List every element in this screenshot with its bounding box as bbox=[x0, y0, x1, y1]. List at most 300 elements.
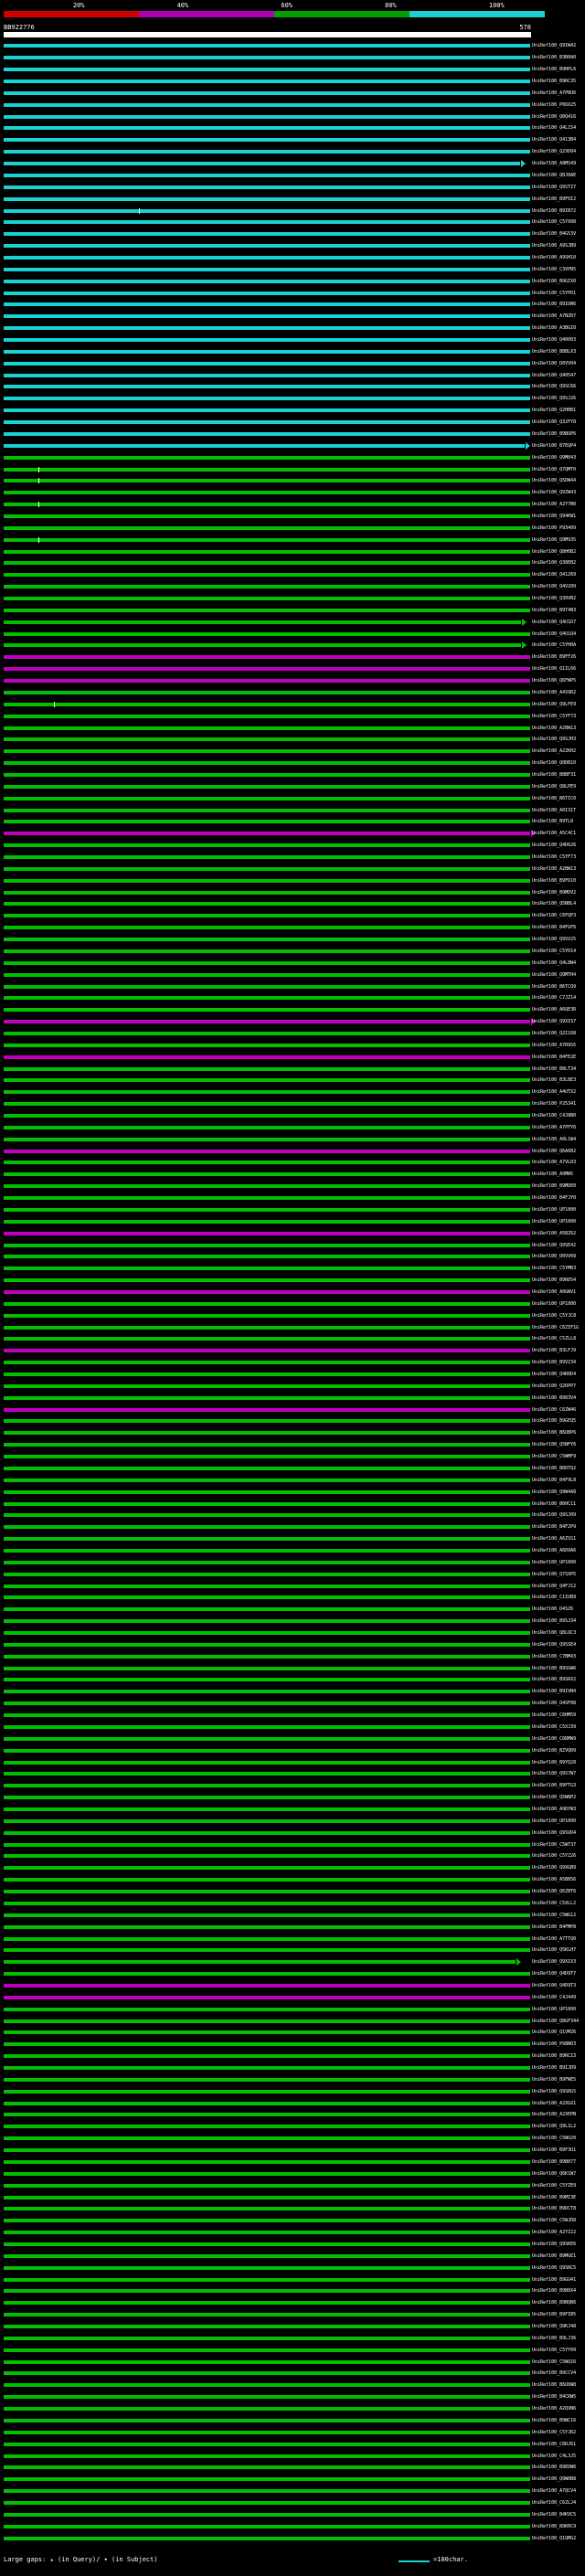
alignment-row[interactable] bbox=[4, 1145, 581, 1157]
alignment-bar[interactable] bbox=[4, 1796, 530, 1799]
alignment-bar[interactable] bbox=[4, 2465, 530, 2469]
alignment-bar[interactable] bbox=[4, 2337, 530, 2340]
alignment-row[interactable] bbox=[4, 1380, 581, 1392]
alignment-row[interactable] bbox=[4, 1193, 581, 1204]
alignment-bar[interactable] bbox=[4, 938, 530, 941]
hit-id-label[interactable]: UniRef100_B8LT34 bbox=[532, 1065, 577, 1072]
alignment-row[interactable] bbox=[4, 2532, 581, 2544]
hit-id-label[interactable]: UniRef100_C5WG12 bbox=[532, 1912, 577, 1918]
alignment-bar[interactable] bbox=[4, 1655, 530, 1659]
alignment-bar[interactable] bbox=[4, 150, 530, 154]
hit-id-label[interactable]: UniRef100_B8BF31 bbox=[532, 771, 577, 778]
hit-id-label[interactable]: UniRef100_Q9XGB9 bbox=[532, 1865, 577, 1871]
alignment-bar[interactable] bbox=[4, 2419, 530, 2422]
alignment-bar[interactable] bbox=[4, 514, 530, 518]
hit-id-label[interactable]: UniRef100_O4SF08 bbox=[532, 1701, 577, 1707]
hit-id-label[interactable]: UniRef100_P25341 bbox=[532, 1101, 577, 1108]
alignment-row[interactable] bbox=[4, 99, 581, 111]
hit-id-label[interactable]: UniRef100_A6ZSS1 bbox=[532, 1536, 577, 1542]
alignment-row[interactable] bbox=[4, 357, 581, 369]
alignment-bar[interactable] bbox=[4, 80, 530, 83]
alignment-bar[interactable] bbox=[4, 491, 530, 494]
alignment-bar[interactable] bbox=[4, 1337, 530, 1341]
alignment-row[interactable] bbox=[4, 1157, 581, 1169]
alignment-row[interactable] bbox=[4, 2368, 581, 2380]
hit-id-label[interactable]: UniRef100_A2ZKH2 bbox=[532, 748, 577, 755]
alignment-row[interactable] bbox=[4, 2156, 581, 2168]
alignment-bar[interactable] bbox=[4, 1573, 530, 1576]
alignment-bar[interactable] bbox=[4, 2030, 530, 2034]
alignment-bar[interactable] bbox=[4, 1408, 530, 1412]
alignment-bar[interactable] bbox=[4, 232, 530, 236]
alignment-bar[interactable] bbox=[4, 2066, 530, 2070]
alignment-bar[interactable] bbox=[4, 609, 530, 612]
alignment-bar[interactable] bbox=[4, 2078, 530, 2082]
alignment-bar[interactable] bbox=[4, 1960, 516, 1964]
alignment-bar[interactable] bbox=[4, 1913, 530, 1917]
alignment-row[interactable] bbox=[4, 1556, 581, 1568]
alignment-row[interactable] bbox=[4, 2356, 581, 2368]
hit-id-label[interactable]: UniRef100_B9LJ36 bbox=[532, 2335, 577, 2341]
alignment-row[interactable] bbox=[4, 205, 581, 217]
alignment-row[interactable] bbox=[4, 1051, 581, 1063]
alignment-bar[interactable] bbox=[4, 1278, 530, 1282]
alignment-bar[interactable] bbox=[4, 1678, 530, 1681]
alignment-row[interactable] bbox=[4, 1897, 581, 1909]
alignment-row[interactable] bbox=[4, 1533, 581, 1545]
alignment-bar[interactable] bbox=[4, 280, 530, 283]
hit-id-label[interactable]: UniRef100_A7VLR3 bbox=[532, 1160, 577, 1166]
alignment-row[interactable] bbox=[4, 2262, 581, 2274]
alignment-bar[interactable] bbox=[4, 526, 530, 530]
alignment-bar[interactable] bbox=[4, 2148, 530, 2152]
hit-id-label[interactable]: UniRef100_A2Y7N0 bbox=[532, 502, 577, 508]
alignment-bar[interactable] bbox=[4, 2266, 530, 2270]
alignment-row[interactable] bbox=[4, 1463, 581, 1475]
alignment-bar[interactable] bbox=[4, 949, 530, 953]
hit-id-label[interactable]: UniRef100_A2XEPN bbox=[532, 2112, 577, 2118]
alignment-row[interactable] bbox=[4, 1545, 581, 1557]
alignment-row[interactable] bbox=[4, 1521, 581, 1533]
alignment-bar[interactable] bbox=[4, 1302, 530, 1306]
hit-id-label[interactable]: UniRef100_C6RJ61 bbox=[532, 2441, 577, 2447]
alignment-bar[interactable] bbox=[4, 2395, 530, 2399]
hit-id-label[interactable]: UniRef100_C4J8B0 bbox=[532, 1113, 577, 1119]
alignment-bar[interactable] bbox=[4, 2407, 530, 2411]
alignment-row[interactable] bbox=[4, 2203, 581, 2215]
alignment-row[interactable] bbox=[4, 1804, 581, 1816]
alignment-bar[interactable] bbox=[4, 2172, 530, 2176]
hit-id-label[interactable]: UniRef100_B9MDE0 bbox=[532, 1183, 577, 1190]
alignment-bar[interactable] bbox=[4, 1502, 530, 1506]
hit-id-label[interactable]: UniRef100_Q5KLH7 bbox=[532, 1947, 577, 1954]
hit-id-label[interactable]: UniRef100_C5YZE9 bbox=[532, 2182, 577, 2189]
hit-id-label[interactable]: UniRef100_B9TL8 bbox=[532, 819, 574, 825]
alignment-bar[interactable] bbox=[4, 1595, 530, 1599]
alignment-row[interactable] bbox=[4, 170, 581, 182]
alignment-bar[interactable] bbox=[4, 362, 530, 366]
alignment-row[interactable] bbox=[4, 1215, 581, 1227]
alignment-bar[interactable] bbox=[4, 749, 530, 753]
hit-id-label[interactable]: UniRef100_Q4V209 bbox=[532, 584, 577, 590]
hit-id-label[interactable]: UniRef100_BZVQ09 bbox=[532, 1747, 577, 1754]
alignment-row[interactable] bbox=[4, 2380, 581, 2391]
hit-id-label[interactable]: UniRef100_A2BW13 bbox=[532, 725, 577, 731]
alignment-row[interactable] bbox=[4, 1662, 581, 1674]
alignment-row[interactable] bbox=[4, 722, 581, 734]
hit-id-label[interactable]: UniRef100_C7JZ14 bbox=[532, 995, 577, 1002]
hit-id-label[interactable]: UniRef100_A7PFY6 bbox=[532, 1124, 577, 1130]
alignment-row[interactable] bbox=[4, 569, 581, 581]
alignment-row[interactable] bbox=[4, 323, 581, 334]
hit-id-label[interactable]: UniRef100_B9IVN4 bbox=[532, 1689, 577, 1695]
hit-id-label[interactable]: UniRef100_Q38EB2 bbox=[532, 560, 577, 567]
alignment-bar[interactable] bbox=[4, 68, 530, 71]
alignment-row[interactable] bbox=[4, 146, 581, 158]
alignment-row[interactable] bbox=[4, 2145, 581, 2157]
alignment-row[interactable] bbox=[4, 2097, 581, 2109]
hit-id-label[interactable]: UniRef100_Q9IW42 bbox=[532, 43, 577, 49]
alignment-row[interactable] bbox=[4, 992, 581, 1004]
alignment-bar[interactable] bbox=[4, 679, 530, 683]
hit-id-label[interactable]: UniRef100_Q40003 bbox=[532, 337, 577, 344]
alignment-row[interactable] bbox=[4, 1204, 581, 1216]
alignment-bar[interactable] bbox=[4, 1184, 530, 1188]
alignment-row[interactable] bbox=[4, 334, 581, 346]
alignment-row[interactable] bbox=[4, 1568, 581, 1580]
alignment-bar[interactable] bbox=[4, 1020, 530, 1023]
alignment-row[interactable] bbox=[4, 1792, 581, 1804]
alignment-row[interactable] bbox=[4, 804, 581, 816]
alignment-bar[interactable] bbox=[4, 1701, 530, 1705]
alignment-row[interactable] bbox=[4, 593, 581, 605]
alignment-row[interactable] bbox=[4, 2297, 581, 2309]
alignment-row[interactable] bbox=[4, 76, 581, 88]
alignment-bar[interactable] bbox=[4, 2196, 530, 2200]
hit-id-label[interactable]: UniRef100_Q9LFE9 bbox=[532, 701, 577, 707]
alignment-row[interactable] bbox=[4, 252, 581, 264]
alignment-row[interactable] bbox=[4, 2215, 581, 2227]
alignment-row[interactable] bbox=[4, 852, 581, 864]
alignment-row[interactable] bbox=[4, 1956, 581, 1968]
alignment-bar[interactable] bbox=[4, 1126, 530, 1129]
alignment-row[interactable] bbox=[4, 1357, 581, 1369]
hit-id-label[interactable]: UniRef100_A0MW5 bbox=[532, 1171, 574, 1178]
alignment-row[interactable] bbox=[4, 792, 581, 804]
alignment-bar[interactable] bbox=[4, 914, 530, 917]
alignment-row[interactable] bbox=[4, 1815, 581, 1827]
alignment-bar[interactable] bbox=[4, 220, 530, 224]
alignment-bar[interactable] bbox=[4, 456, 530, 460]
alignment-row[interactable] bbox=[4, 1121, 581, 1133]
alignment-bar[interactable] bbox=[4, 326, 530, 330]
alignment-bar[interactable] bbox=[4, 996, 530, 1000]
hit-id-label[interactable]: UniRef100_B6TCQ9 bbox=[532, 983, 577, 990]
alignment-bar[interactable] bbox=[4, 1172, 530, 1176]
alignment-row[interactable] bbox=[4, 2051, 581, 2062]
alignment-row[interactable] bbox=[4, 946, 581, 958]
alignment-bar[interactable] bbox=[4, 1525, 530, 1529]
hit-id-label[interactable]: UniRef100_Q9SJ09 bbox=[532, 1512, 577, 1519]
alignment-row[interactable] bbox=[4, 1181, 581, 1193]
hit-id-label[interactable]: UniRef100_C6FQP3 bbox=[532, 913, 577, 919]
alignment-row[interactable] bbox=[4, 2462, 581, 2474]
hit-id-label[interactable]: UniRef100_B6UBP6 bbox=[532, 1430, 577, 1436]
hit-id-label[interactable]: UniRef100_C5YD14 bbox=[532, 948, 577, 954]
hit-id-label[interactable]: UniRef100_B9GEQ5 bbox=[532, 1418, 577, 1425]
hit-id-label[interactable]: UniRef100_A6D9A6 bbox=[532, 1547, 577, 1553]
alignment-row[interactable] bbox=[4, 1674, 581, 1686]
alignment-bar[interactable] bbox=[4, 1467, 530, 1470]
hit-id-label[interactable]: UniRef100_Q9SRC5 bbox=[532, 2264, 577, 2271]
alignment-bar[interactable] bbox=[4, 726, 530, 730]
hit-id-label[interactable]: UniRef100_Q9XIS7 bbox=[532, 1019, 577, 1025]
hit-id-label[interactable]: UniRef100_C6ZLJ4 bbox=[532, 2499, 577, 2506]
hit-id-label[interactable]: UniRef100_B3B0A0 bbox=[532, 55, 577, 61]
alignment-bar[interactable] bbox=[4, 1361, 530, 1364]
alignment-bar[interactable] bbox=[4, 1455, 530, 1458]
alignment-row[interactable] bbox=[4, 910, 581, 922]
hit-id-label[interactable]: UniRef100_Q1IL66 bbox=[532, 666, 577, 673]
alignment-bar[interactable] bbox=[4, 56, 530, 59]
alignment-row[interactable] bbox=[4, 522, 581, 534]
alignment-row[interactable] bbox=[4, 534, 581, 546]
alignment-bar[interactable] bbox=[4, 973, 530, 977]
alignment-row[interactable] bbox=[4, 1309, 581, 1321]
alignment-bar[interactable] bbox=[4, 1972, 530, 1976]
alignment-row[interactable] bbox=[4, 228, 581, 240]
hit-id-label[interactable]: UniRef100_B9SRX2 bbox=[532, 1677, 577, 1683]
alignment-bar[interactable] bbox=[4, 468, 530, 472]
alignment-bar[interactable] bbox=[4, 420, 530, 424]
hit-id-label[interactable]: UniRef100_A4UTX2 bbox=[532, 1089, 577, 1096]
alignment-bar[interactable] bbox=[4, 1843, 530, 1847]
hit-id-label[interactable]: UniRef100_C5YY09 bbox=[532, 2347, 577, 2353]
alignment-row[interactable] bbox=[4, 87, 581, 99]
hit-id-label[interactable]: UniRef100_B6U6W8 bbox=[532, 2382, 577, 2389]
alignment-bar[interactable] bbox=[4, 1349, 530, 1352]
alignment-bar[interactable] bbox=[4, 162, 520, 165]
alignment-row[interactable] bbox=[4, 1756, 581, 1768]
hit-id-label[interactable]: UniRef100_C4J449 bbox=[532, 1994, 577, 2000]
alignment-row[interactable] bbox=[4, 1968, 581, 1980]
hit-id-label[interactable]: UniRef100_Q2VD04 bbox=[532, 149, 577, 155]
alignment-row[interactable] bbox=[4, 2073, 581, 2085]
alignment-row[interactable] bbox=[4, 2239, 581, 2251]
alignment-bar[interactable] bbox=[4, 867, 530, 871]
alignment-bar[interactable] bbox=[4, 1761, 530, 1765]
alignment-bar[interactable] bbox=[4, 2008, 530, 2011]
alignment-row[interactable] bbox=[4, 734, 581, 746]
alignment-bar[interactable] bbox=[4, 2348, 530, 2352]
alignment-bar[interactable] bbox=[4, 1537, 530, 1541]
hit-id-label[interactable]: UniRef100_B7EQP4 bbox=[532, 442, 577, 449]
alignment-bar[interactable] bbox=[4, 643, 521, 647]
alignment-bar[interactable] bbox=[4, 632, 530, 636]
alignment-bar[interactable] bbox=[4, 538, 530, 542]
alignment-bar[interactable] bbox=[4, 1772, 530, 1776]
hit-id-label[interactable]: UniRef100_Q0DB10 bbox=[532, 760, 577, 767]
hit-id-label[interactable]: UniRef100_C5YMB3 bbox=[532, 1266, 577, 1272]
alignment-bar[interactable] bbox=[4, 1008, 530, 1012]
hit-id-label[interactable]: UniRef100_A9SJB9 bbox=[532, 243, 577, 249]
hit-id-label[interactable]: UniRef100_Q4D626 bbox=[532, 843, 577, 849]
hit-id-label[interactable]: UniRef100_B4CRW5 bbox=[532, 2394, 577, 2401]
alignment-row[interactable] bbox=[4, 429, 581, 440]
alignment-bar[interactable] bbox=[4, 1196, 530, 1200]
hit-id-label[interactable]: UniRef100_B3LFJ9 bbox=[532, 1348, 577, 1354]
alignment-bar[interactable] bbox=[4, 1255, 530, 1258]
hit-id-label[interactable]: UniRef100_P0OX25 bbox=[532, 101, 577, 108]
alignment-row[interactable] bbox=[4, 1333, 581, 1345]
alignment-bar[interactable] bbox=[4, 1890, 530, 1893]
hit-id-label[interactable]: UniRef100_B9KRC9 bbox=[532, 2523, 577, 2529]
hit-id-label[interactable]: UniRef100_B9IB72 bbox=[532, 207, 577, 214]
alignment-row[interactable] bbox=[4, 2508, 581, 2520]
alignment-row[interactable] bbox=[4, 1909, 581, 1921]
hit-id-label[interactable]: UniRef100_UP1000 bbox=[532, 1206, 577, 1213]
hit-id-label[interactable]: UniRef100_C5YZ26 bbox=[532, 1853, 577, 1860]
hit-id-label[interactable]: UniRef100_Q9SE42 bbox=[532, 1242, 577, 1248]
alignment-row[interactable] bbox=[4, 769, 581, 781]
alignment-bar[interactable] bbox=[4, 374, 530, 377]
alignment-bar[interactable] bbox=[4, 115, 530, 119]
alignment-row[interactable] bbox=[4, 2285, 581, 2297]
alignment-row[interactable] bbox=[4, 263, 581, 275]
hit-id-label[interactable]: UniRef100_Q5DW44 bbox=[532, 478, 577, 484]
alignment-row[interactable] bbox=[4, 710, 581, 722]
hit-id-label[interactable]: UniRef100_D4SZ6 bbox=[532, 1606, 574, 1613]
alignment-row[interactable] bbox=[4, 2450, 581, 2462]
alignment-row[interactable] bbox=[4, 2309, 581, 2321]
alignment-bar[interactable] bbox=[4, 385, 530, 388]
alignment-row[interactable] bbox=[4, 2168, 581, 2179]
alignment-bar[interactable] bbox=[4, 1925, 530, 1929]
hit-id-label[interactable]: UniRef100_Q9KJ48 bbox=[532, 2324, 577, 2329]
alignment-bar[interactable] bbox=[4, 1996, 530, 1999]
alignment-bar[interactable] bbox=[4, 773, 530, 777]
alignment-row[interactable] bbox=[4, 1369, 581, 1381]
alignment-bar[interactable] bbox=[4, 585, 530, 588]
alignment-bar[interactable] bbox=[4, 573, 530, 577]
alignment-bar[interactable] bbox=[4, 2525, 530, 2528]
alignment-bar[interactable] bbox=[4, 2242, 530, 2246]
alignment-row[interactable] bbox=[4, 111, 581, 122]
alignment-row[interactable] bbox=[4, 1110, 581, 1122]
alignment-row[interactable] bbox=[4, 675, 581, 687]
hit-id-label[interactable]: UniRef100_Q9STZ7 bbox=[532, 184, 577, 190]
hit-id-label[interactable]: UniRef100_C5WU20 bbox=[532, 2136, 577, 2142]
alignment-bar[interactable] bbox=[4, 2278, 530, 2282]
alignment-bar[interactable] bbox=[4, 1866, 530, 1870]
alignment-bar[interactable] bbox=[4, 503, 530, 506]
alignment-bar[interactable] bbox=[4, 1784, 530, 1787]
alignment-bar[interactable] bbox=[4, 256, 530, 260]
alignment-bar[interactable] bbox=[4, 2219, 530, 2222]
hit-id-label[interactable]: UniRef100_A7PBU6 bbox=[532, 90, 577, 96]
alignment-bar[interactable] bbox=[4, 2501, 530, 2505]
alignment-row[interactable] bbox=[4, 780, 581, 792]
hit-id-label[interactable]: UniRef100_Q94KW1 bbox=[532, 513, 577, 519]
alignment-row[interactable] bbox=[4, 1686, 581, 1698]
alignment-row[interactable] bbox=[4, 2332, 581, 2344]
hit-id-label[interactable]: UniRef100_A2BW13 bbox=[532, 865, 577, 872]
alignment-row[interactable] bbox=[4, 1039, 581, 1051]
alignment-bar[interactable] bbox=[4, 832, 530, 835]
hit-id-label[interactable]: UniRef100_B9RCI3 bbox=[532, 2053, 577, 2060]
alignment-row[interactable] bbox=[4, 1075, 581, 1087]
alignment-row[interactable] bbox=[4, 1133, 581, 1145]
alignment-row[interactable] bbox=[4, 1321, 581, 1333]
alignment-row[interactable] bbox=[4, 1239, 581, 1251]
hit-id-label[interactable]: UniRef100_B9RD54 bbox=[532, 1277, 577, 1284]
alignment-row[interactable] bbox=[4, 1768, 581, 1780]
hit-id-label[interactable]: UniRef100_Q9SJ26 bbox=[532, 396, 577, 402]
hit-id-label[interactable]: UniRef100_B9BUP6 bbox=[532, 430, 577, 437]
hit-id-label[interactable]: UniRef100_C6RMW9 bbox=[532, 1735, 577, 1742]
alignment-row[interactable] bbox=[4, 1392, 581, 1404]
alignment-row[interactable] bbox=[4, 2039, 581, 2051]
hit-id-label[interactable]: UniRef100_A0I31T bbox=[532, 807, 577, 813]
alignment-bar[interactable] bbox=[4, 2477, 530, 2481]
hit-id-label[interactable]: UniRef100_A0GWV1 bbox=[532, 1288, 577, 1295]
alignment-row[interactable] bbox=[4, 134, 581, 146]
alignment-bar[interactable] bbox=[4, 797, 530, 800]
alignment-bar[interactable] bbox=[4, 408, 530, 412]
hit-id-label[interactable]: UniRef100_C5YJC8 bbox=[532, 1312, 577, 1319]
alignment-row[interactable] bbox=[4, 557, 581, 569]
alignment-bar[interactable] bbox=[4, 1244, 530, 1247]
hit-id-label[interactable]: UniRef100_C1IUB9 bbox=[532, 1595, 577, 1601]
alignment-bar[interactable] bbox=[4, 1373, 530, 1376]
alignment-row[interactable] bbox=[4, 299, 581, 311]
hit-id-label[interactable]: UniRef100_A4S9R2 bbox=[532, 689, 577, 695]
alignment-row[interactable] bbox=[4, 1604, 581, 1616]
hit-id-label[interactable]: UniRef100_B9B0X4 bbox=[532, 2288, 577, 2295]
hit-id-label[interactable]: UniRef100_B9FD10 bbox=[532, 877, 577, 884]
hit-id-label[interactable]: UniRef100_B9HPL6 bbox=[532, 67, 577, 73]
hit-id-label[interactable]: UniRef100_P98N03 bbox=[532, 2041, 577, 2048]
hit-id-label[interactable]: UniRef100_Q9XIX3 bbox=[532, 1959, 577, 1966]
hit-id-label[interactable]: UniRef100_Q9W4A8 bbox=[532, 1489, 577, 1495]
alignment-row[interactable] bbox=[4, 898, 581, 910]
alignment-row[interactable] bbox=[4, 240, 581, 252]
hit-id-label[interactable]: UniRef100_A5BZ62 bbox=[532, 1230, 577, 1236]
alignment-row[interactable] bbox=[4, 1404, 581, 1415]
alignment-row[interactable] bbox=[4, 1439, 581, 1451]
alignment-row[interactable] bbox=[4, 122, 581, 134]
alignment-row[interactable] bbox=[4, 746, 581, 758]
alignment-row[interactable] bbox=[4, 2274, 581, 2285]
hit-id-label[interactable]: UniRef100_C5XJ39 bbox=[532, 1723, 577, 1730]
hit-id-label[interactable]: UniRef100_Q5WBP2 bbox=[532, 1795, 577, 1801]
hit-id-label[interactable]: UniRef100_Q4FJ12 bbox=[532, 1583, 577, 1589]
alignment-bar[interactable] bbox=[4, 138, 530, 142]
hit-id-label[interactable]: UniRef100_Q9SVD4 bbox=[532, 1829, 577, 1836]
alignment-row[interactable] bbox=[4, 1827, 581, 1839]
hit-id-label[interactable]: UniRef100_C5WJD8 bbox=[532, 2218, 577, 2224]
alignment-row[interactable] bbox=[4, 875, 581, 886]
alignment-row[interactable] bbox=[4, 1933, 581, 1945]
hit-id-label[interactable]: UniRef100_C5ZLL8 bbox=[532, 1336, 577, 1342]
hit-id-label[interactable]: UniRef100_B9MDV2 bbox=[532, 889, 577, 896]
hit-id-label[interactable]: UniRef100_Q5NBL4 bbox=[532, 901, 577, 907]
alignment-bar[interactable] bbox=[4, 1479, 530, 1482]
alignment-row[interactable] bbox=[4, 451, 581, 463]
hit-id-label[interactable]: UniRef100_Q6K1W7 bbox=[532, 2170, 577, 2177]
hit-id-label[interactable]: UniRef100_B4F9L8 bbox=[532, 1477, 577, 1483]
hit-id-label[interactable]: UniRef100_B9GIX0 bbox=[532, 278, 577, 284]
